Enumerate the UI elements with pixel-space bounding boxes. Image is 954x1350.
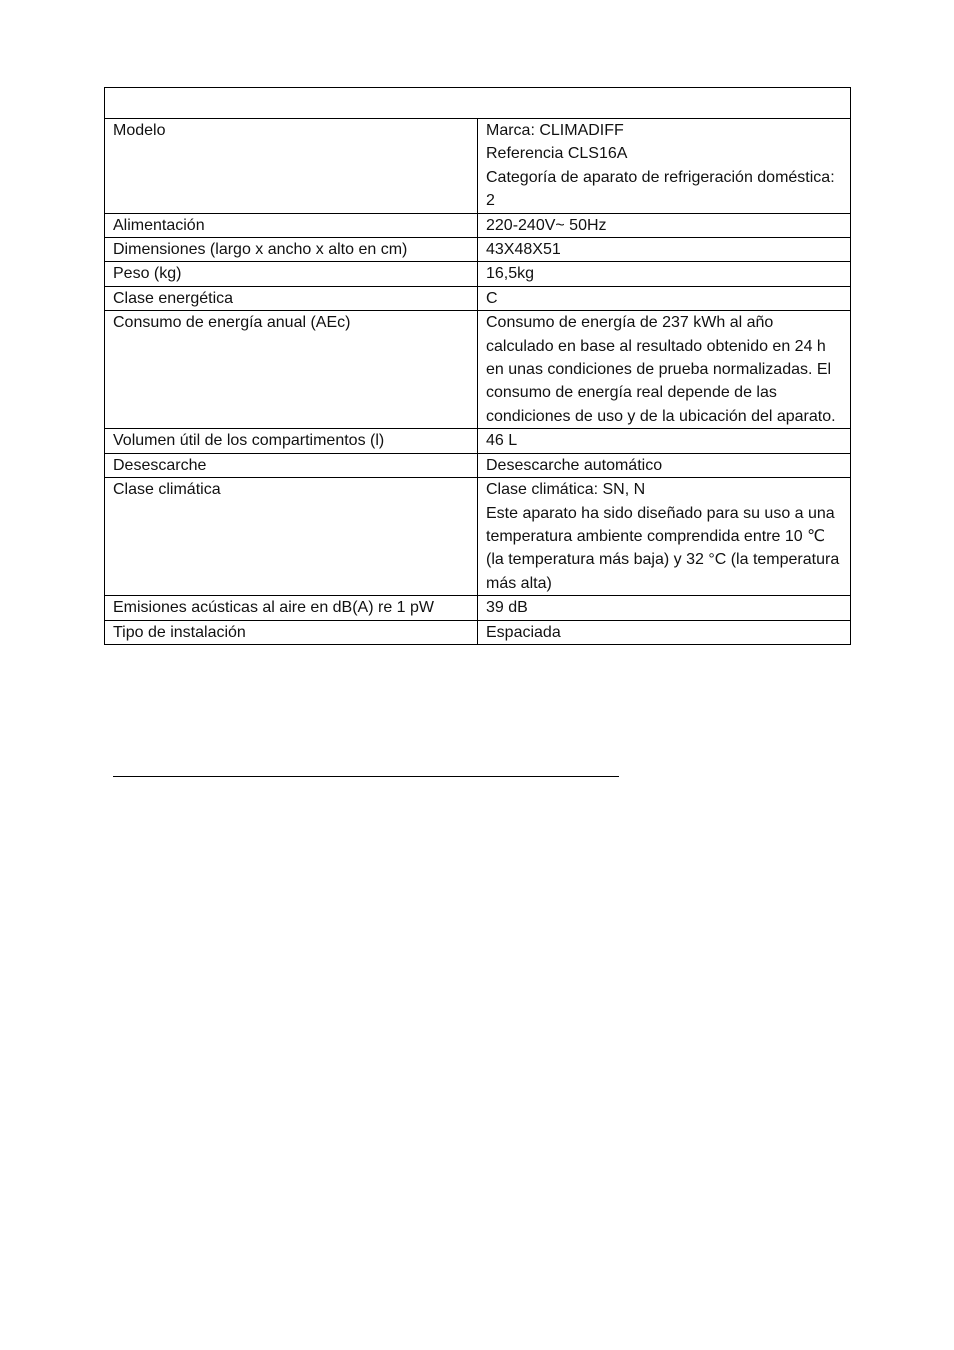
spec-table-body [105,88,851,645]
row-label: Dimensiones (largo x ancho x alto en cm) [105,238,478,262]
value-line: Consumo de energía de 237 kWh al año calculado en base al resultado obtenido en 24 h en unas condiciones de prueba normalizadas. El consumo de energía real depende de las condiciones de uso y de la ubicación del aparato. [486,314,836,425]
table-row [105,453,851,477]
spec-table [104,87,851,645]
row-label: Clase climática [105,478,478,596]
row-value [478,119,851,214]
row-value [478,478,851,596]
row-label: Tipo de instalación [105,620,478,644]
table-row [105,262,851,286]
row-value [478,311,851,429]
value-line: 220-240V~ 50Hz [486,216,607,234]
row-label: Emisiones acústicas al aire en dB(A) re 1 pW [105,596,478,620]
row-label: Desescarche [105,453,478,477]
table-row [105,596,851,620]
value-line: 43X48X51 [486,241,561,259]
separator-line [113,776,619,777]
table-row [105,238,851,262]
table-row [105,119,851,214]
value-line: 46 L [486,432,518,450]
value-line: Clase climática: SN, N [486,481,646,499]
value-line: C [486,289,498,307]
row-label: Consumo de energía anual (AEc) [105,311,478,429]
table-row [105,429,851,453]
row-value [478,620,851,644]
value-line: Referencia CLS16A [486,145,628,163]
value-line: Este aparato ha sido diseñado para su uso a una temperatura ambiente comprendida entre 10 ℃(la temperatura más baja) y 32 °C (la temperatura más alta) [486,504,840,592]
row-value [478,596,851,620]
value-line: Desescarche automático [486,456,663,474]
table-row [105,620,851,644]
row-value [478,262,851,286]
row-label: Volumen útil de los compartimentos (l) [105,429,478,453]
value-line: Categoría de aparato de refrigeración doméstica: 2 [486,168,835,210]
table-row [105,213,851,237]
row-value [478,238,851,262]
value-line: Marca: CLIMADIFF [486,122,624,139]
row-value [478,453,851,477]
table-header-cell [105,88,851,119]
value-line: 16,5kg [486,265,535,283]
table-header-row [105,88,851,119]
row-value [478,213,851,237]
value-line: 39 dB [486,599,528,617]
table-row [105,286,851,310]
row-value [478,429,851,453]
table-row [105,311,851,429]
row-label: Alimentación [105,213,478,237]
value-line: Espaciada [486,623,561,641]
row-value [478,286,851,310]
row-label: Peso (kg) [105,262,478,286]
row-label: Clase energética [105,286,478,310]
table-row [105,478,851,596]
row-label: Modelo [105,119,478,214]
